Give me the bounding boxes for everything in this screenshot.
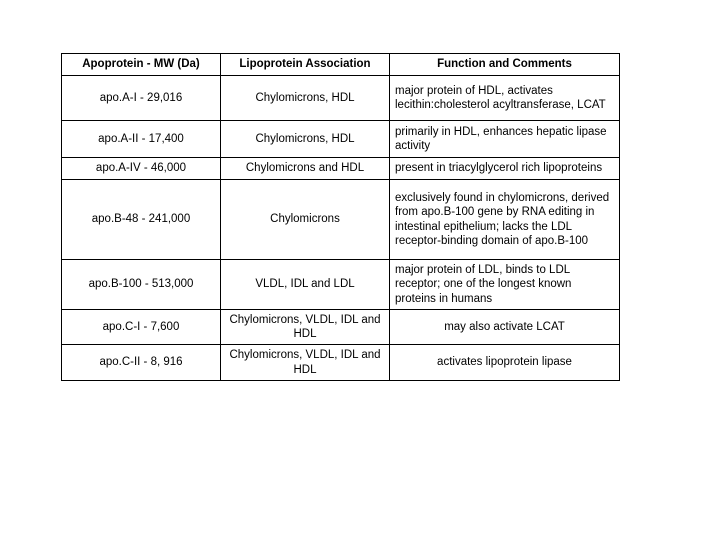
cell-association: Chylomicrons and HDL [221, 158, 390, 180]
cell-association: Chylomicrons [221, 180, 390, 260]
cell-association: VLDL, IDL and LDL [221, 260, 390, 310]
header-row [62, 54, 620, 76]
table-row [62, 158, 620, 180]
cell-association: Chylomicrons, HDL [221, 76, 390, 121]
cell-function: activates lipoprotein lipase [390, 345, 620, 381]
table-row [62, 121, 620, 158]
cell-apoprotein: apo.B-48 - 241,000 [62, 180, 221, 260]
cell-function: major protein of LDL, binds to LDL receptor; one of the longest known proteins in humans [390, 260, 620, 310]
cell-function: may also activate LCAT [390, 310, 620, 345]
header-function-comments: Function and Comments [390, 54, 620, 76]
table-row [62, 180, 620, 260]
cell-apoprotein: apo.C-II - 8, 916 [62, 345, 221, 381]
table-row [62, 345, 620, 381]
cell-apoprotein: apo.A-IV - 46,000 [62, 158, 221, 180]
cell-apoprotein: apo.C-I - 7,600 [62, 310, 221, 345]
apoprotein-table [61, 53, 620, 381]
cell-function: exclusively found in chylomicrons, derived from apo.B-100 gene by RNA editing in intestinal epithelium; lacks the LDL receptor-binding domain of apo.B-100 [390, 180, 620, 260]
cell-apoprotein: apo.B-100 - 513,000 [62, 260, 221, 310]
header-lipoprotein-association: Lipoprotein Association [221, 54, 390, 76]
cell-association: Chylomicrons, VLDL, IDL and HDL [221, 345, 390, 381]
cell-association: Chylomicrons, HDL [221, 121, 390, 158]
cell-function: primarily in HDL, enhances hepatic lipase activity [390, 121, 620, 158]
cell-apoprotein: apo.A-I - 29,016 [62, 76, 221, 121]
table-row [62, 260, 620, 310]
cell-function: major protein of HDL, activates lecithin:cholesterol acyltransferase, LCAT [390, 76, 620, 121]
cell-function: present in triacylglycerol rich lipoproteins [390, 158, 620, 180]
cell-apoprotein: apo.A-II - 17,400 [62, 121, 221, 158]
header-apoprotein: Apoprotein - MW (Da) [62, 54, 221, 76]
table-row [62, 76, 620, 121]
cell-association: Chylomicrons, VLDL, IDL and HDL [221, 310, 390, 345]
table-row [62, 310, 620, 345]
